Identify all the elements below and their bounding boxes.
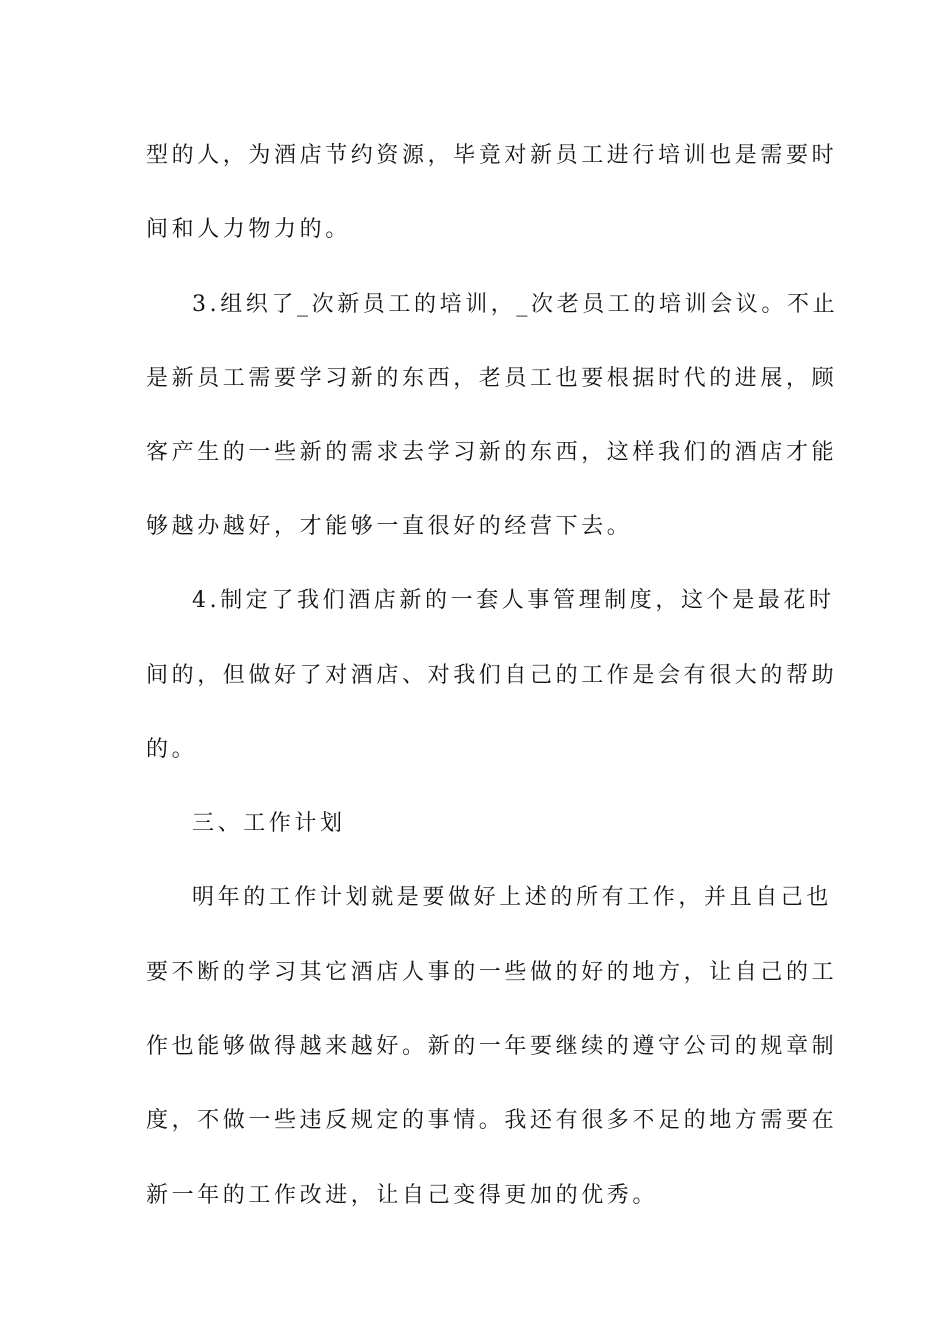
paragraph-line: 4.制定了我们酒店新的一套人事管理制度，这个是最花时 xyxy=(192,588,835,613)
section-heading: 三、工作计划 xyxy=(192,811,346,836)
paragraph-line: 作也能够做得越来越好。新的一年要继续的遵守公司的规章制 xyxy=(146,1034,838,1059)
paragraph-line: 客产生的一些新的需求去学习新的东西，这样我们的酒店才能 xyxy=(146,440,838,465)
paragraph-line: 够越办越好，才能够一直很好的经营下去。 xyxy=(146,514,633,539)
paragraph-line: 3.组织了_次新员工的培训，_次老员工的培训会议。不止 xyxy=(192,292,839,317)
paragraph-line: 明年的工作计划就是要做好上述的所有工作，并且自己也 xyxy=(192,885,833,910)
paragraph-line: 间的，但做好了对酒店、对我们自己的工作是会有很大的帮助 xyxy=(146,663,838,688)
paragraph-line: 是新员工需要学习新的东西，老员工也要根据时代的进展，顾 xyxy=(146,366,838,391)
paragraph-line: 度，不做一些违反规定的事情。我还有很多不足的地方需要在 xyxy=(146,1108,838,1133)
paragraph-line: 型的人，为酒店节约资源，毕竟对新员工进行培训也是需要时 xyxy=(146,143,838,168)
paragraph-line: 的。 xyxy=(146,737,198,762)
paragraph-line: 新一年的工作改进，让自己变得更加的优秀。 xyxy=(146,1183,659,1208)
paragraph-line: 要不断的学习其它酒店人事的一些做的好的地方，让自己的工 xyxy=(146,960,838,985)
paragraph-line: 间和人力物力的。 xyxy=(146,217,351,242)
